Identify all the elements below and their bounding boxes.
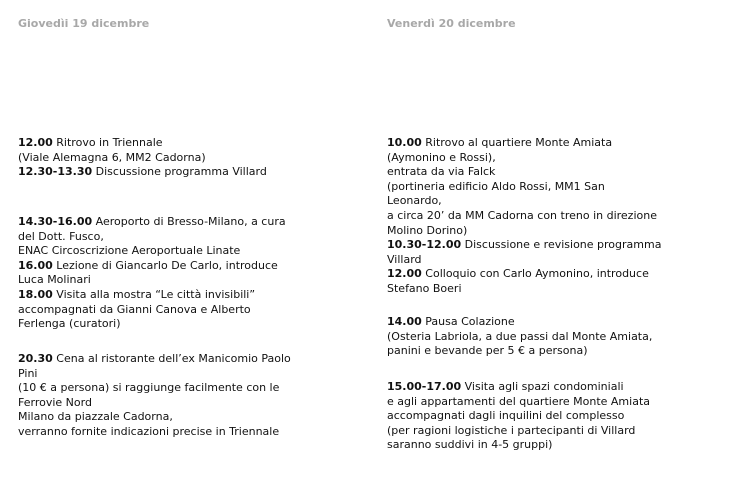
- line-text: Aeroporto di Bresso-Milano, a cura: [92, 215, 286, 228]
- line-text: (Aymonino e Rossi),: [387, 150, 496, 164]
- line-text: Ferlenga (curatori): [18, 317, 121, 331]
- time-label: 12.30-13.30: [18, 165, 93, 179]
- schedule-line: [387, 238, 722, 253]
- schedule-line: [18, 303, 348, 318]
- schedule-line: [387, 151, 722, 166]
- schedule-block-morning: [387, 136, 722, 297]
- line-text: Pausa Colazione: [421, 315, 515, 328]
- schedule-line: [18, 259, 348, 274]
- line-text: Ferrovie Nord: [18, 395, 92, 409]
- line-text: Visita alla mostra “Le città invisibili”: [52, 287, 256, 301]
- schedule-line: [387, 209, 722, 224]
- schedule-line: [387, 344, 722, 359]
- time-label: 15.00-17.00: [387, 380, 462, 393]
- line-text: (10 € a persona) si raggiunge facilmente con le: [18, 381, 280, 395]
- line-text: Milano da piazzale Cadorna,: [18, 410, 173, 424]
- schedule-line: [387, 438, 722, 453]
- schedule-line: [387, 224, 722, 239]
- schedule-line: [18, 151, 348, 166]
- line-text: Ritrovo al quartiere Monte Amiata: [421, 136, 613, 149]
- schedule-line: [387, 315, 722, 330]
- line-text: (Viale Alemagna 6, MM2 Cadorna): [18, 150, 206, 164]
- schedule-line: [18, 215, 348, 230]
- line-text: panini e bevande per 5 € a persona): [387, 344, 588, 358]
- line-text: accompagnati dagli inquilini del complesso: [387, 409, 625, 423]
- line-text: Stefano Boeri: [387, 281, 462, 295]
- line-text: e agli appartamenti del quartiere Monte Amiata: [387, 394, 651, 408]
- schedule-line: [18, 367, 348, 382]
- line-text: Villard: [387, 252, 422, 266]
- time-label: 14.00: [387, 315, 422, 328]
- schedule-line: [18, 165, 348, 180]
- schedule-line: [18, 352, 348, 367]
- schedule-line: [387, 380, 722, 395]
- schedule-line: [18, 425, 348, 440]
- schedule-block-morning: [18, 136, 348, 180]
- schedule-line: [387, 282, 722, 297]
- line-text: saranno suddivi in 4-5 gruppi): [387, 438, 553, 452]
- line-text: Leonardo,: [387, 194, 442, 208]
- schedule-block-afternoon: [18, 215, 348, 332]
- schedule-line: [387, 409, 722, 424]
- schedule-line: [387, 267, 722, 282]
- line-text: Luca Molinari: [18, 273, 91, 287]
- schedule-line: [18, 381, 348, 396]
- line-text: Pini: [18, 366, 38, 380]
- schedule-line: [18, 410, 348, 425]
- time-label: 12.00: [18, 136, 53, 149]
- line-text: entrata da via Falck: [387, 165, 496, 179]
- time-label: 14.30-16.00: [18, 215, 93, 228]
- line-text: Ritrovo in Triennale: [52, 136, 163, 149]
- schedule-line: [387, 136, 722, 151]
- line-text: accompagnati da Gianni Canova e Alberto: [18, 302, 251, 316]
- schedule-line: [18, 244, 348, 259]
- day-heading: Venerdì 20 dicembre: [387, 17, 516, 30]
- time-label: 18.00: [18, 287, 53, 301]
- line-text: Visita agli spazi condominiali: [461, 380, 624, 393]
- schedule-line: [387, 194, 722, 209]
- schedule-block-afternoon: [387, 380, 722, 453]
- time-label: 10.30-12.00: [387, 238, 462, 252]
- schedule-block-lunch: [387, 315, 722, 359]
- schedule-line: [387, 424, 722, 439]
- schedule-line: [18, 317, 348, 332]
- time-label: 12.00: [387, 267, 422, 281]
- line-text: Discussione programma Villard: [92, 165, 267, 179]
- schedule-line: [18, 396, 348, 411]
- line-text: del Dott. Fusco,: [18, 229, 104, 243]
- time-label: 10.00: [387, 136, 422, 149]
- time-label: 16.00: [18, 258, 53, 272]
- schedule-line: [387, 253, 722, 268]
- line-text: (per ragioni logistiche i partecipanti di Villard: [387, 423, 636, 437]
- schedule-line: [18, 230, 348, 245]
- line-text: (Osteria Labriola, a due passi dal Monte Amiata,: [387, 329, 653, 343]
- schedule-block-evening: [18, 352, 348, 440]
- line-text: Discussione e revisione programma: [461, 238, 662, 252]
- line-text: (portineria edificio Aldo Rossi, MM1 San: [387, 179, 605, 193]
- line-text: Molino Dorino): [387, 223, 468, 237]
- line-text: Colloquio con Carlo Aymonino, introduce: [421, 267, 649, 281]
- line-text: Lezione di Giancarlo De Carlo, introduce: [52, 258, 278, 272]
- line-text: verranno fornite indicazioni precise in Triennale: [18, 424, 280, 438]
- schedule-line: [387, 165, 722, 180]
- schedule-line: [18, 273, 348, 288]
- line-text: Cena al ristorante dell’ex Manicomio Paolo: [52, 352, 291, 365]
- line-text: a circa 20’ da MM Cadorna con treno in direzione: [387, 208, 657, 222]
- schedule-line: [18, 288, 348, 303]
- day-heading: Giovedìi 19 dicembre: [18, 17, 150, 30]
- time-label: 20.30: [18, 352, 53, 365]
- schedule-line: [387, 330, 722, 345]
- schedule-line: [18, 136, 348, 151]
- line-text: ENAC Circoscrizione Aeroportuale Linate: [18, 244, 241, 258]
- schedule-line: [387, 395, 722, 410]
- schedule-line: [387, 180, 722, 195]
